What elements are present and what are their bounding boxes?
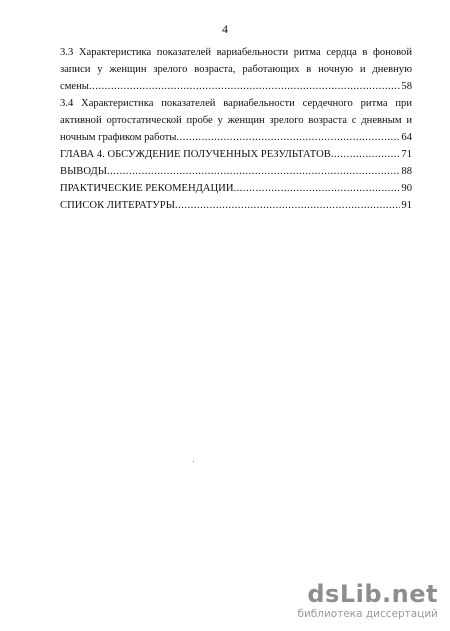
toc-leader-dots: [331, 146, 401, 163]
dslib-watermark: [288, 581, 438, 621]
toc-entry-last-line: [60, 163, 412, 180]
toc-entry-references: [60, 197, 412, 214]
toc-entry-recommendations: [60, 180, 412, 197]
toc-entry-3-4: [60, 95, 412, 146]
dslib-logo: [288, 581, 438, 607]
logo-part-net: .net: [382, 580, 438, 608]
toc-entry-3-3: [60, 44, 412, 95]
toc-entry-text: ПРАКТИЧЕСКИЕ РЕКОМЕНДАЦИИ: [60, 183, 234, 194]
toc-entry-text: ночным графиком работы: [60, 132, 177, 143]
toc-entry-text: ГЛАВА 4. ОБСУЖДЕНИЕ ПОЛУЧЕННЫХ РЕЗУЛЬТАТОВ: [60, 149, 331, 160]
toc-entry-last-line: [60, 78, 412, 95]
toc-entry-line: активной ортостатической пробе у женщин зрелого возраста с дневным и: [60, 115, 412, 126]
toc-entry-conclusions: [60, 163, 412, 180]
toc-entry-last-line: [60, 180, 412, 197]
toc-entry-text: смены: [60, 81, 89, 92]
toc-entry-line: 3.4 Характеристика показателей вариабельности сердечного ритма при: [60, 98, 412, 109]
scan-speck: [193, 461, 194, 462]
toc-page-number: 64: [401, 132, 412, 143]
toc-page-number: 90: [401, 183, 412, 194]
dslib-tagline: библиотека диссертаций: [297, 608, 438, 620]
logo-part-lib: Lib: [339, 580, 383, 608]
toc-entry-last-line: [60, 146, 412, 163]
toc-entry-text: СПИСОК ЛИТЕРАТУРЫ: [60, 200, 175, 211]
toc-leader-dots: [175, 197, 400, 214]
toc-entry-last-line: [60, 129, 412, 146]
toc-entry-line: 3.3 Характеристика показателей вариабельности ритма сердца в фоновой: [60, 47, 412, 58]
toc-leader-dots: [176, 129, 400, 146]
toc-page-number: 91: [401, 200, 412, 211]
toc-entry-last-line: [60, 197, 412, 214]
toc-page-number: 71: [401, 149, 412, 160]
page-number: 4: [222, 22, 228, 36]
toc-entry-chapter-4: [60, 146, 412, 163]
toc-page-number: 88: [401, 166, 412, 177]
toc-leader-dots: [107, 163, 400, 180]
logo-part-ds: ds: [307, 580, 340, 608]
toc-entry-text: ВЫВОДЫ: [60, 166, 107, 177]
toc-page-number: 58: [401, 81, 412, 92]
table-of-contents: [60, 44, 412, 214]
toc-leader-dots: [233, 180, 400, 197]
toc-leader-dots: [89, 78, 401, 95]
toc-entry-line: записи у женщин зрелого возраста, работающих в ночную и дневную: [60, 64, 412, 75]
